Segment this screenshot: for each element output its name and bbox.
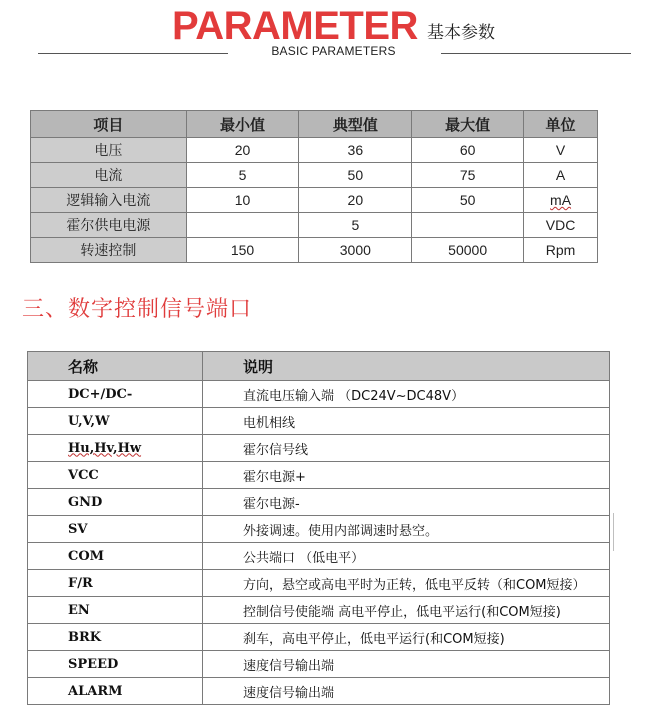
title-row [0,4,667,48]
signal-desc: 刹车，高电平停止，低电平运行(和COM短接) [203,624,610,651]
column-header-name: 名称 [28,352,203,381]
signal-name: EN [28,597,203,624]
table-row [28,570,610,597]
column-header-unit: 单位 [524,111,598,138]
parameters-table [30,110,598,263]
signal-desc: 公共端口 （低电平） [203,543,610,570]
signal-name: ALARM [28,678,203,705]
row-typ: 20 [299,188,412,213]
row-item: 霍尔供电电源 [31,213,187,238]
row-max: 75 [412,163,524,188]
signal-desc: 直流电压输入端 （DC24V~DC48V） [203,381,610,408]
signal-name: GND [28,489,203,516]
table-row [28,597,610,624]
row-max: 60 [412,138,524,163]
row-max: 50000 [412,238,524,263]
signal-name: U,V,W [28,408,203,435]
row-typ: 36 [299,138,412,163]
section-title: 三、数字控制信号端口 [22,297,253,322]
row-min: 10 [186,188,299,213]
row-item: 电压 [31,138,187,163]
table-row [28,543,610,570]
table-row [31,138,598,163]
signal-desc: 电机相线 [203,408,610,435]
signal-name: SPEED [28,651,203,678]
row-typ: 3000 [299,238,412,263]
row-max: 50 [412,188,524,213]
table-row [31,188,598,213]
unit-text: mA [550,192,572,208]
divider-right [441,53,631,54]
row-typ: 50 [299,163,412,188]
row-item: 电流 [31,163,187,188]
column-header-desc: 说明 [203,352,610,381]
table-row [28,516,610,543]
row-min: 5 [186,163,299,188]
signal-name-text: Hu,Hv,Hw [68,440,142,456]
page-title-cn: 基本参数 [426,22,495,43]
signal-desc: 速度信号输出端 [203,678,610,705]
row-unit: A [524,163,598,188]
signal-desc: 方向，悬空或高电平时为正转，低电平反转（和COM短接） [203,570,610,597]
row-item: 逻辑输入电流 [31,188,187,213]
column-header-min: 最小值 [186,111,299,138]
column-header-typ: 典型值 [299,111,412,138]
table-row [28,678,610,705]
signal-desc: 霍尔信号线 [203,435,610,462]
table-row [28,624,610,651]
table-row [28,381,610,408]
signal-desc: 控制信号使能端 高电平停止，低电平运行(和COM短接) [203,597,610,624]
row-min [186,213,299,238]
signal-name: COM [28,543,203,570]
signal-name: BRK [28,624,203,651]
row-min: 20 [186,138,299,163]
column-header-item: 项目 [31,111,187,138]
table-row [28,435,610,462]
signal-name: F/R [28,570,203,597]
signal-name: SV [28,516,203,543]
table-header-row [28,352,610,381]
row-max [412,213,524,238]
table-row [28,489,610,516]
signal-name: DC+/DC- [28,381,203,408]
row-item: 转速控制 [31,238,187,263]
signal-desc: 霍尔电源- [203,489,610,516]
signal-name: VCC [28,462,203,489]
side-marker-line [613,513,614,551]
column-header-max: 最大值 [412,111,524,138]
row-min: 150 [186,238,299,263]
table-row [28,651,610,678]
signal-desc: 速度信号输出端 [203,651,610,678]
table-row [31,238,598,263]
signal-ports-table [27,351,610,705]
signal-name [28,435,203,462]
row-typ: 5 [299,213,412,238]
page-subtitle: BASIC PARAMETERS [271,44,396,58]
row-unit: V [524,138,598,163]
table-header-row [31,111,598,138]
signal-desc: 外接调速。使用内部调速时悬空。 [203,516,610,543]
row-unit [524,188,598,213]
table-row [28,462,610,489]
signal-desc: 霍尔电源+ [203,462,610,489]
page-header [0,0,667,60]
table-row [28,408,610,435]
row-unit: VDC [524,213,598,238]
table-row [31,163,598,188]
row-unit: Rpm [524,238,598,263]
table-row [31,213,598,238]
page-title: PARAMETER [172,4,418,48]
